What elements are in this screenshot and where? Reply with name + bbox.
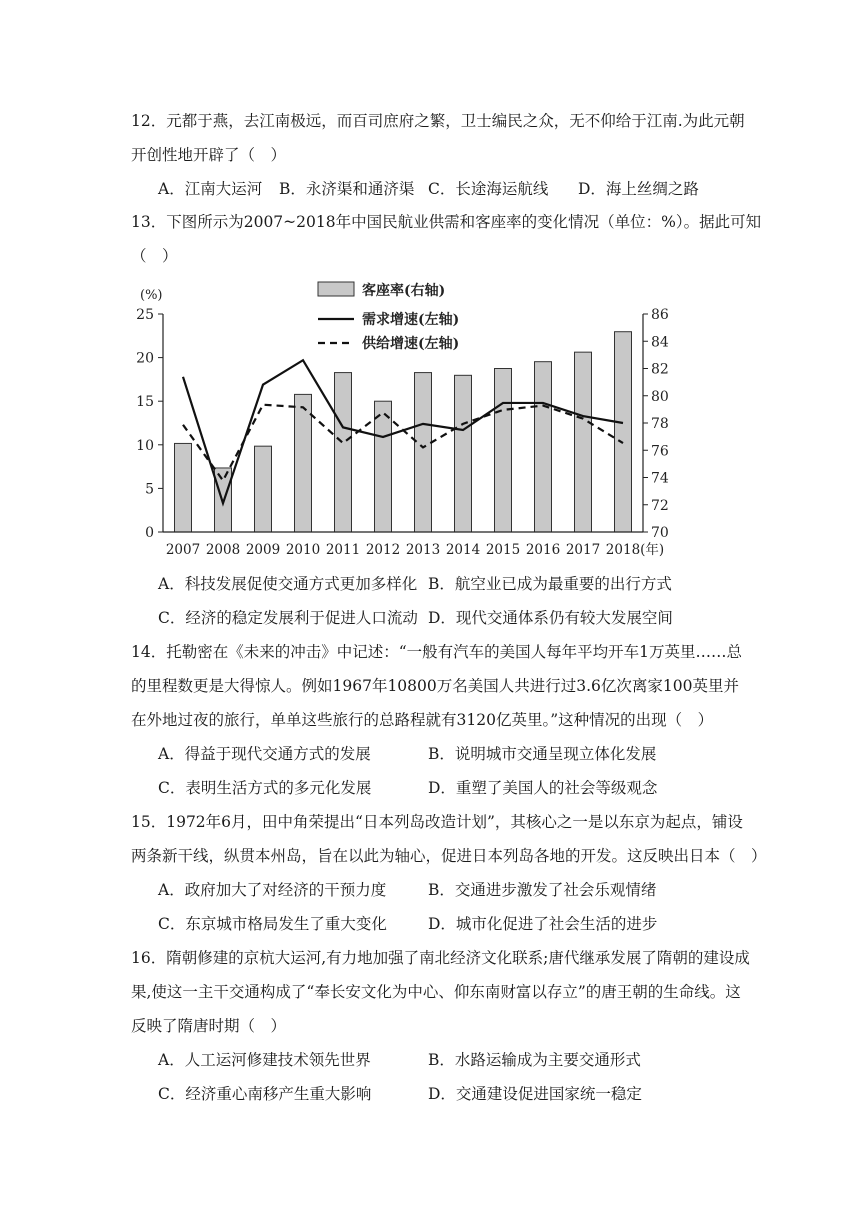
x-axis-tick-label: 2014 — [445, 542, 481, 558]
q14-line-1: 14．托勒密在《未来的冲击》中记述：“一般有汽车的美国人每年平均开车1万英里……总 — [131, 643, 743, 661]
left-axis-tick-label: 20 — [136, 350, 154, 367]
q16-line-2: 果,使这一主干交通构成了“奉长安文化为中心、仰东南财富以存立”的唐王朝的生命线。这 — [131, 983, 741, 1001]
q15-option-c[interactable]: C．东京城市格局发生了重大变化 — [158, 915, 387, 933]
load-factor-bar — [455, 375, 472, 532]
right-axis-tick-label: 84 — [651, 334, 669, 351]
q14-line-2: 的里程数更是大得惊人。例如1967年10800万名美国人共进行过3.6亿次离家100英里并 — [131, 677, 739, 695]
right-axis-tick-label: 72 — [651, 497, 669, 514]
q12-line-1: 12．元都于燕，去江南极远，而百司庶府之繁，卫士编民之众，无不仰给于江南.为此元朝 — [131, 112, 745, 130]
load-factor-bar — [575, 352, 592, 532]
right-axis-tick-label: 86 — [651, 307, 669, 323]
q12-line-2: 开创性地开辟了（ ） — [131, 146, 287, 164]
x-axis-tick-label: 2009 — [245, 542, 281, 558]
q14-option-d[interactable]: D．重塑了美国人的社会等级观念 — [428, 779, 658, 797]
x-axis-tick-label: 2011 — [325, 542, 361, 558]
supply-growth-line — [183, 405, 623, 481]
q15-option-a[interactable]: A．政府加大了对经济的干预力度 — [158, 881, 387, 899]
right-axis-tick-label: 74 — [651, 470, 669, 487]
q15-line-1: 15．1972年6月，田中角荣提出“日本列岛改造计划”，其核心之一是以东京为起点，铺设 — [131, 813, 743, 831]
q16-option-d[interactable]: D．交通建设促进国家统一稳定 — [428, 1085, 642, 1103]
q16-line-3: 反映了隋唐时期（ ） — [131, 1017, 287, 1035]
left-axis-unit: (%) — [140, 288, 163, 303]
civil-aviation-chart — [130, 272, 690, 562]
q15-line-2: 两条新干线，纵贯本州岛，旨在以此为轴心，促进日本列岛各地的开发。这反映出日本（ ） — [131, 847, 767, 865]
left-axis-tick-label: 15 — [136, 394, 154, 411]
q14-line-3: 在外地过夜的旅行，单单这些旅行的总路程就有3120亿英里。”这种情况的出现（ ） — [131, 711, 714, 729]
left-axis-tick-label: 0 — [145, 525, 154, 541]
legend-label-load-factor: 客座率(右轴) — [362, 283, 446, 299]
right-axis-tick-label: 76 — [651, 443, 669, 460]
load-factor-bars — [175, 332, 632, 532]
q13-option-d[interactable]: D．现代交通体系仍有较大发展空间 — [428, 609, 673, 627]
q12-option-a[interactable]: A．江南大运河 — [158, 180, 263, 198]
right-axis-tick-label: 80 — [651, 388, 669, 405]
x-axis-tick-label: 2016 — [525, 542, 561, 558]
load-factor-bar — [415, 373, 432, 532]
load-factor-bar — [535, 362, 552, 532]
right-axis-tick-label: 82 — [651, 361, 669, 378]
left-axis-tick-label: 25 — [136, 307, 154, 323]
left-axis-tick-label: 5 — [145, 481, 154, 498]
x-axis-tick-label: 2018(年) — [605, 542, 665, 558]
growth-lines — [183, 360, 623, 503]
load-factor-bar — [495, 369, 512, 533]
q16-option-a[interactable]: A．人工运河修建技术领先世界 — [158, 1051, 371, 1069]
chart-legend — [318, 282, 459, 352]
q13-line-2: （ ） — [131, 247, 178, 265]
x-axis-tick-label: 2017 — [565, 542, 601, 558]
right-axis-tick-label: 70 — [651, 525, 669, 541]
q14-option-c[interactable]: C．表明生活方式的多元化发展 — [158, 779, 372, 797]
legend-swatch-load-factor — [318, 282, 354, 296]
load-factor-bar — [175, 443, 192, 532]
q16-option-b[interactable]: B．水路运输成为主要交通形式 — [428, 1051, 641, 1069]
q12-option-b[interactable]: B．永济渠和通济渠 — [279, 180, 415, 198]
q16-line-1: 16．隋朝修建的京杭大运河,有力地加强了南北经济文化联系;唐代继承发展了隋朝的建设成 — [131, 949, 750, 967]
x-axis-tick-label: 2007 — [165, 542, 201, 558]
left-axis-tick-label: 10 — [136, 437, 154, 454]
q14-option-a[interactable]: A．得益于现代交通方式的发展 — [158, 745, 371, 763]
q12-option-c[interactable]: C．长途海运航线 — [428, 180, 549, 198]
q13-option-c[interactable]: C．经济的稳定发展利于促进人口流动 — [158, 609, 418, 627]
load-factor-bar — [295, 394, 312, 532]
legend-label-supply: 供给增速(左轴) — [362, 336, 460, 352]
load-factor-bar — [375, 401, 392, 532]
q16-option-c[interactable]: C．经济重心南移产生重大影响 — [158, 1085, 372, 1103]
x-axis-tick-label: 2013 — [405, 542, 441, 558]
q13-option-b[interactable]: B．航空业已成为最重要的出行方式 — [428, 575, 672, 593]
x-axis-tick-label: 2010 — [285, 542, 321, 558]
x-axis-tick-label: 2015 — [485, 542, 521, 558]
q13-option-a[interactable]: A．科技发展促使交通方式更加多样化 — [158, 575, 418, 593]
q14-option-b[interactable]: B．说明城市交通呈现立体化发展 — [428, 745, 657, 763]
q15-option-b[interactable]: B．交通进步激发了社会乐观情绪 — [428, 881, 657, 899]
load-factor-bar — [615, 332, 632, 532]
legend-label-demand: 需求增速(左轴) — [362, 312, 460, 328]
x-axis-tick-label: 2008 — [205, 542, 241, 558]
q12-option-d[interactable]: D．海上丝绸之路 — [578, 180, 699, 198]
load-factor-bar — [255, 446, 272, 532]
right-axis-tick-label: 78 — [651, 416, 669, 432]
load-factor-bar — [335, 373, 352, 532]
q15-option-d[interactable]: D．城市化促进了社会生活的进步 — [428, 915, 658, 933]
q13-line-1: 13．下图所示为2007~2018年中国民航业供需和客座率的变化情况（单位：%）。据此可知 — [131, 213, 762, 231]
x-axis-tick-label: 2012 — [365, 542, 401, 558]
